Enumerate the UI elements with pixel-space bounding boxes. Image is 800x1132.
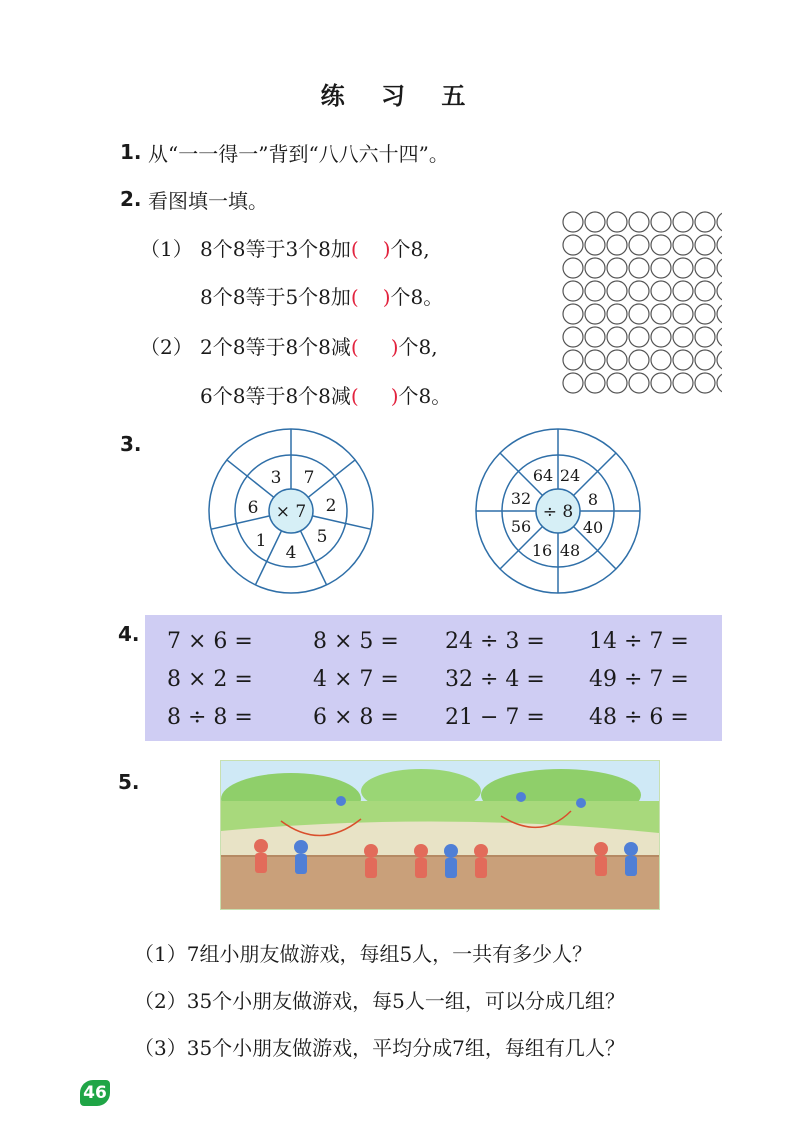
oval-shape [585, 373, 605, 393]
wheel2-number: 24 [559, 466, 581, 485]
oval-shape [563, 327, 583, 347]
oval-shape [607, 373, 627, 393]
oval-shape [563, 281, 583, 301]
equation: 21 − 7 = [445, 705, 545, 730]
oval-grid-illustration [562, 210, 722, 400]
equation: 6 × 8 = [313, 705, 399, 730]
q2-part2-line1-text-b: 个8, [398, 335, 438, 359]
q1-text: 从“一一得一”背到“八八六十四”。 [148, 142, 449, 166]
oval-shape [695, 350, 715, 370]
q2-number: 2. [120, 187, 142, 211]
equation: 8 × 5 = [313, 629, 399, 654]
oval-shape [717, 304, 722, 324]
oval-shape [673, 373, 693, 393]
equation: 14 ÷ 7 = [589, 629, 689, 654]
q2-part2-line2-text-a: 6个8等于8个8减 [200, 384, 351, 408]
oval-shape [673, 327, 693, 347]
oval-shape [651, 327, 671, 347]
oval-shape [717, 235, 722, 255]
oval-shape [695, 258, 715, 278]
wheel2-number: 48 [559, 541, 581, 560]
equation: 49 ÷ 7 = [589, 667, 689, 692]
oval-shape [651, 281, 671, 301]
oval-shape [673, 281, 693, 301]
equation: 48 ÷ 6 = [589, 705, 689, 730]
answer-paren-open: ( [350, 384, 359, 408]
oval-shape [695, 373, 715, 393]
equation: 7 × 6 = [167, 629, 253, 654]
wheel1-center: × 7 [275, 502, 307, 522]
q2-part1-line1-text-a: 8个8等于3个8加 [200, 237, 351, 261]
answer-paren-close: ) [382, 237, 391, 261]
division-wheel [472, 425, 644, 597]
oval-shape [607, 235, 627, 255]
oval-shape [585, 212, 605, 232]
oval-shape [629, 327, 649, 347]
oval-shape [673, 212, 693, 232]
wheel2-number: 32 [510, 489, 532, 508]
oval-shape [673, 258, 693, 278]
wheel2-number: 8 [587, 490, 599, 509]
q2-part1-label: （1） [140, 237, 193, 261]
wheel2-number: 64 [532, 466, 554, 485]
oval-shape [695, 304, 715, 324]
oval-shape [673, 235, 693, 255]
oval-shape [673, 350, 693, 370]
answer-paren-close: ) [382, 285, 391, 309]
q2-part2-label: （2） [140, 335, 193, 359]
answer-paren-open: ( [350, 237, 359, 261]
wheel2-center: ÷ 8 [542, 502, 574, 522]
wheel2-number: 56 [510, 517, 532, 536]
oval-shape [563, 235, 583, 255]
q2-part1-line2-text-b: 个8。 [390, 285, 444, 309]
wheel1-number: 3 [270, 468, 282, 488]
oval-shape [695, 327, 715, 347]
oval-shape [607, 327, 627, 347]
q2-part1-line2-text-a: 8个8等于5个8加 [200, 285, 351, 309]
oval-shape [629, 235, 649, 255]
answer-paren-close: ) [390, 335, 399, 359]
children-playing-illustration [220, 760, 660, 910]
oval-shape [717, 212, 722, 232]
oval-shape [717, 373, 722, 393]
oval-shape [607, 350, 627, 370]
wheel1-number: 6 [247, 498, 259, 518]
oval-shape [563, 304, 583, 324]
q1-number: 1. [120, 140, 142, 164]
oval-shape [651, 304, 671, 324]
oval-shape [607, 258, 627, 278]
page-number-badge: 46 [80, 1080, 110, 1106]
oval-shape [651, 235, 671, 255]
oval-shape [563, 373, 583, 393]
answer-paren-open: ( [350, 285, 359, 309]
equation: 24 ÷ 3 = [445, 629, 545, 654]
q2-part2-line2 [200, 380, 451, 409]
oval-shape [717, 258, 722, 278]
oval-shape [673, 304, 693, 324]
answer-paren-close: ) [390, 384, 399, 408]
oval-shape [585, 281, 605, 301]
oval-shape [695, 212, 715, 232]
oval-shape [607, 304, 627, 324]
oval-shape [717, 327, 722, 347]
q5-subquestion-3: （3）35个小朋友做游戏，平均分成7组，每组有几人？ [134, 1036, 625, 1060]
page-title: 练 习 五 [320, 81, 480, 110]
oval-shape [585, 304, 605, 324]
equation: 4 × 7 = [313, 667, 399, 692]
q2-part1-line1-text-b: 个8, [390, 237, 430, 261]
oval-shape [695, 235, 715, 255]
equation: 8 × 2 = [167, 667, 253, 692]
calculation-panel [145, 615, 722, 741]
oval-shape [629, 212, 649, 232]
q2-part1-line1 [200, 233, 430, 262]
q2-text: 看图填一填。 [148, 189, 268, 213]
oval-shape [585, 235, 605, 255]
oval-shape [717, 350, 722, 370]
q2-part2-line1-text-a: 2个8等于8个8减 [200, 335, 351, 359]
q2-part1-line2 [200, 281, 443, 310]
oval-shape [651, 373, 671, 393]
oval-shape [585, 327, 605, 347]
wheel1-number: 7 [303, 468, 315, 488]
q2-part2-line1 [200, 331, 438, 360]
oval-shape [607, 281, 627, 301]
multiplication-wheel [205, 425, 377, 597]
oval-shape [651, 258, 671, 278]
oval-shape [629, 350, 649, 370]
q4-number: 4. [118, 622, 140, 646]
wheel2-number: 16 [531, 541, 553, 560]
q5-number: 5. [118, 770, 140, 794]
oval-shape [651, 212, 671, 232]
oval-shape [629, 373, 649, 393]
wheel2-number: 40 [582, 518, 604, 537]
q5-subquestion-2: （2）35个小朋友做游戏，每5人一组，可以分成几组？ [134, 989, 625, 1013]
oval-shape [629, 281, 649, 301]
wheel1-number: 4 [285, 543, 297, 563]
q2-part2-line2-text-b: 个8。 [398, 384, 452, 408]
wheel1-number: 1 [255, 531, 267, 551]
oval-shape [651, 350, 671, 370]
oval-shape [629, 304, 649, 324]
oval-shape [607, 212, 627, 232]
wheel1-number: 2 [325, 496, 337, 516]
oval-shape [717, 281, 722, 301]
equation: 32 ÷ 4 = [445, 667, 545, 692]
oval-shape [585, 258, 605, 278]
wheel1-number: 5 [316, 527, 328, 547]
oval-shape [563, 350, 583, 370]
oval-shape [585, 350, 605, 370]
oval-shape [629, 258, 649, 278]
q5-subquestion-1: （1）7组小朋友做游戏，每组5人，一共有多少人？ [134, 942, 593, 966]
q3-number: 3. [120, 432, 142, 456]
oval-shape [695, 281, 715, 301]
answer-paren-open: ( [350, 335, 359, 359]
oval-shape [563, 258, 583, 278]
equation: 8 ÷ 8 = [167, 705, 253, 730]
oval-shape [563, 212, 583, 232]
